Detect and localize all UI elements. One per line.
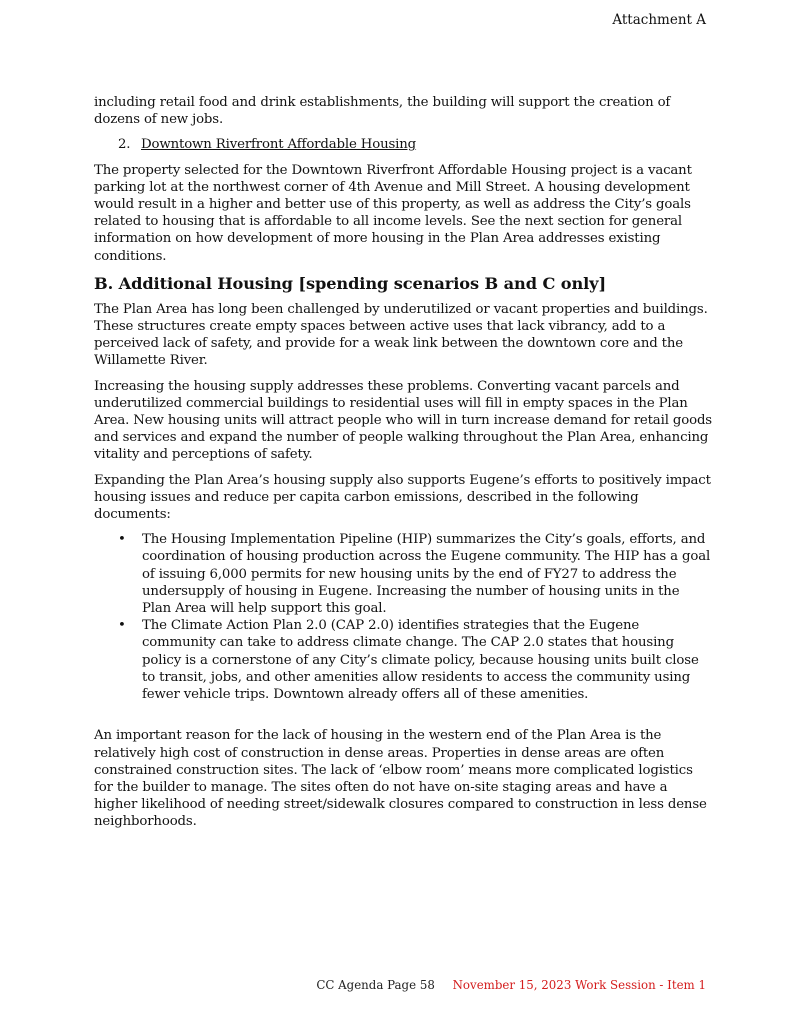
bullet-icon: • — [118, 532, 126, 548]
bullet-list — [94, 531, 712, 703]
item-title: Downtown Riverfront Affordable Housing — [141, 137, 417, 153]
paragraph-expanding: Expanding the Plan Area’s housing supply also supports Eugene’s efforts to positively impact housing issues and reduce per capita carbon emissions, described in the following documents: — [94, 472, 711, 523]
item-number: 2. — [118, 137, 131, 153]
page-content — [94, 94, 712, 839]
paragraph-riverfront: The property selected for the Downtown Riverfront Affordable Housing project is a vacant parking lot at the northwest corner of 4th Avenue and Mill Street. A housing development would result in a higher and better use of this property, as well as address the City’s goals related to housing that is affordable to all income levels. See the next section for general information on how development of more housing in the Plan Area addresses existing conditions. — [94, 162, 692, 264]
attachment-label: Attachment A — [612, 12, 706, 28]
paragraph-increasing: Increasing the housing supply addresses these problems. Converting vacant parcels and underutilized commercial buildings to residential uses will fill in empty spaces in the Plan Area. New housing units will attract people who will in turn increase demand for retail goods and services and expand the number of people walking throughout the Plan Area, enhancing vitality and perceptions of safety. — [94, 378, 712, 463]
bullet-item-cap — [94, 617, 712, 703]
bullet-text: The Housing Implementation Pipeline (HIP) summarizes the City’s goals, efforts, and coordination of housing production across the Eugene community. The HIP has a goal of issuing 6,000 permits for new housing units by the end of FY27 to address the undersupply of housing in Eugene. Increasing the number of housing units in the Plan Area will help support this goal. — [142, 532, 711, 617]
bullet-icon: • — [118, 618, 126, 634]
numbered-item-riverfront — [94, 136, 712, 153]
paragraph-challenged: The Plan Area has long been challenged by underutilized or vacant properties and buildings. These structures create empty spaces between active uses that lack vibrancy, add to a perceived lack of safety, and provide for a weak link between the downtown core and the Willamette River. — [94, 301, 708, 369]
bullet-item-hip — [94, 531, 712, 617]
paragraph-continuation: including retail food and drink establishments, the building will support the creation of dozens of new jobs. — [94, 95, 671, 128]
paragraph-important: An important reason for the lack of housing in the western end of the Plan Area is the relatively high cost of construction in dense areas. Properties in dense areas are often constrained construction sites. The lack of ‘elbow room’ means more complicated logistics for the builder to manage. The sites often do not have on-site staging areas and have a higher likelihood of needing street/sidewalk closures compared to construction in less dense neighborhoods. — [94, 728, 707, 830]
section-heading: B. Additional Housing [spending scenarios B and C only] — [94, 273, 607, 293]
bullet-text: The Climate Action Plan 2.0 (CAP 2.0) identifies strategies that the Eugene community can take to address climate change. The CAP 2.0 states that housing policy is a cornerstone of any City’s climate policy, because housing units built close to transit, jobs, and other amenities allow residents to access the community using fewer vehicle trips. Downtown already offers all of these amenities. — [142, 618, 699, 703]
spacer — [94, 711, 712, 727]
work-session-label: November 15, 2023 Work Session - Item 1 — [452, 978, 706, 992]
agenda-page-label: CC Agenda Page 58 — [316, 978, 435, 992]
page-footer — [316, 977, 706, 993]
